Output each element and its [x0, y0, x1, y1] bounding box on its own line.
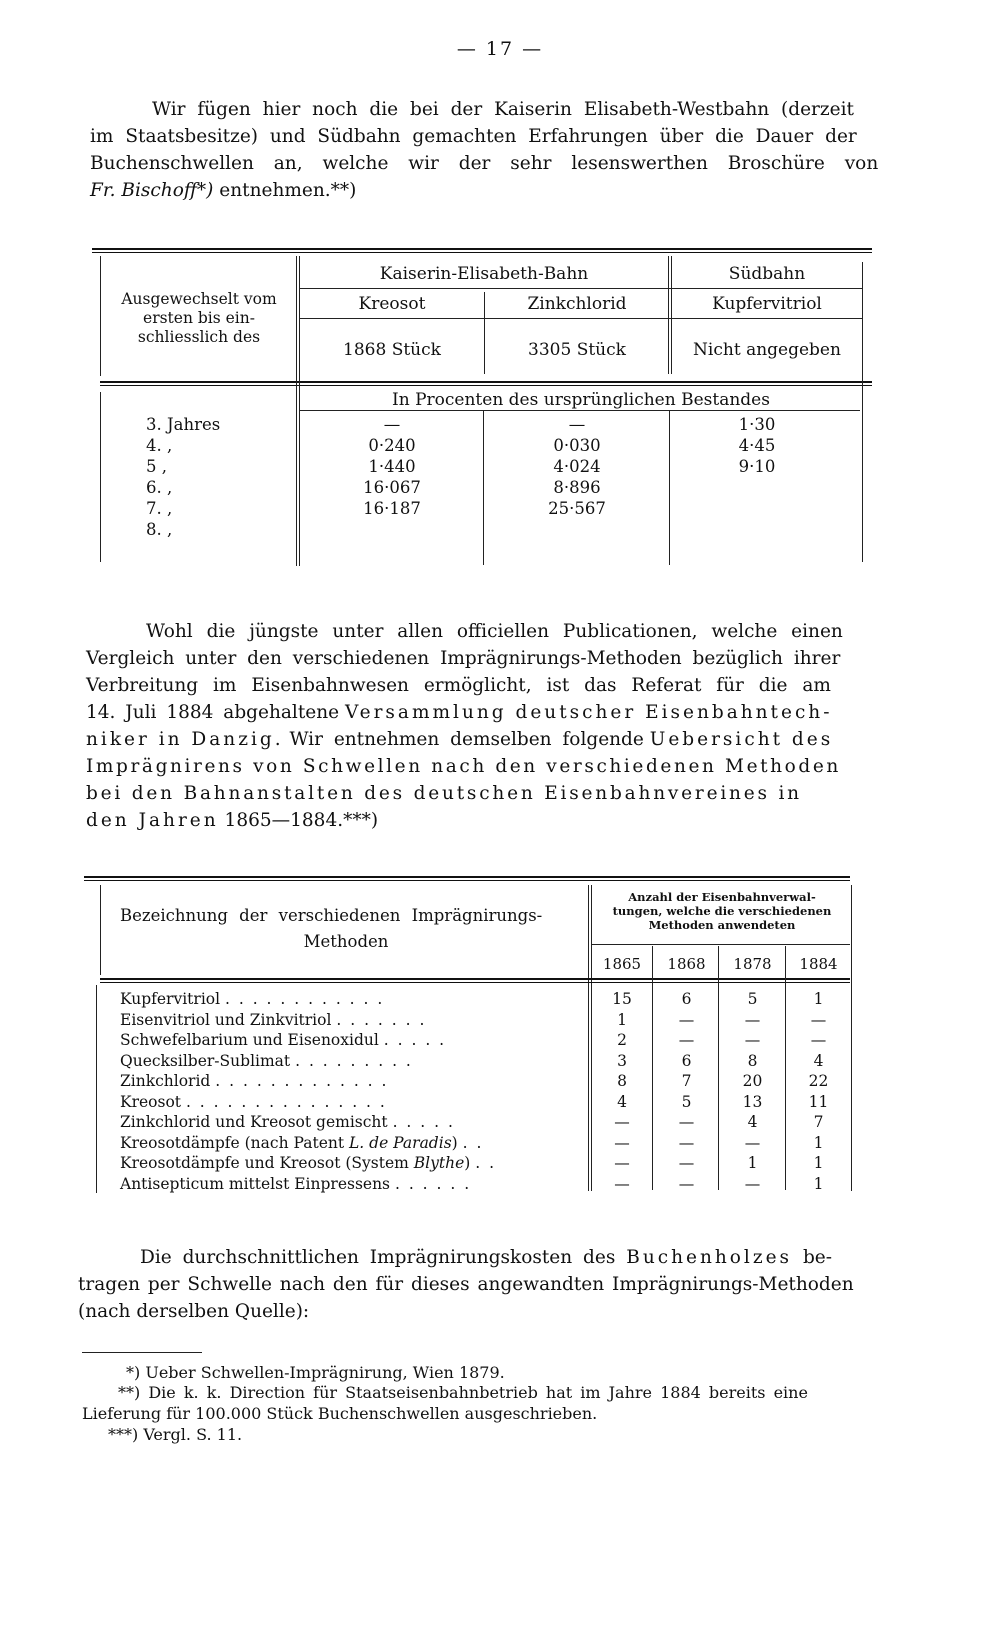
- footnote-3: [108, 1425, 242, 1444]
- table2-left-border: [100, 885, 101, 975]
- count-1865: —: [614, 1113, 630, 1131]
- count-1884: 22: [808, 1072, 829, 1090]
- method-name: Kupfervitriol: [120, 990, 221, 1008]
- count-1865: 1: [617, 1010, 627, 1029]
- table1-right-border: [862, 262, 863, 562]
- count-1868: —: [678, 1133, 695, 1152]
- para2-line-8a: den Jahren: [86, 810, 219, 831]
- para2-line-6: Imprägnirens von Schwellen nach den verschiedenen Methoden: [86, 756, 841, 777]
- paragraph-3: [78, 1244, 862, 1325]
- count-1884: 1: [813, 990, 824, 1008]
- year-label: 4. ,: [146, 436, 173, 455]
- table2-top-rule: [84, 876, 850, 881]
- count-1884: —: [810, 1010, 827, 1029]
- count-1884: 4: [813, 1051, 824, 1070]
- col-kupfervitriol: Kupfervitriol: [712, 294, 822, 314]
- count-1878: —: [744, 1133, 761, 1152]
- para2-line-1: Wohl die jüngste unter allen officiellen Publicationen, welche einen: [146, 621, 843, 642]
- footnote-rule: [82, 1352, 202, 1353]
- footnote-text: Ueber Schwellen-Imprägnirung, Wien 1879.: [145, 1363, 505, 1382]
- table2-header-left-line-2: Methoden: [303, 932, 389, 951]
- method-name: Schwefelbarium und Eisenoxidul: [120, 1031, 379, 1049]
- intro-line-4-rest: entnehmen.**): [219, 180, 357, 201]
- method-name-italic: Blythe: [413, 1154, 465, 1172]
- count-1878: 4: [747, 1113, 758, 1131]
- method-name: Eisenvitriol und Zinkvitriol: [120, 1010, 332, 1029]
- count-1878: 8: [747, 1051, 758, 1070]
- footnote-1: [126, 1363, 505, 1382]
- year-1868: 1868: [667, 955, 706, 973]
- method-name: Kreosot: [120, 1092, 182, 1111]
- leader-dots: . . . . .: [392, 1113, 455, 1131]
- table1-row-header: [104, 290, 294, 347]
- leader-dots: . . . . . . . . .: [295, 1051, 413, 1070]
- intro-line-4: [90, 177, 882, 204]
- table2-year-divider-1: [652, 946, 653, 1190]
- count-1868: 5: [681, 1092, 692, 1111]
- count-1878: 1: [747, 1154, 758, 1172]
- value-kreosot: 16·067: [363, 478, 421, 497]
- count-kupfervitriol: Nicht angegeben: [693, 340, 841, 360]
- value-kreosot: 1·440: [368, 457, 416, 476]
- count-1884: 11: [808, 1092, 829, 1111]
- row-header-line-3: schliesslich des: [137, 328, 261, 346]
- table1-divider-3b: [669, 410, 670, 565]
- count-1868: 7: [681, 1072, 692, 1090]
- table2-header-rule: [100, 978, 850, 983]
- table2-header-left-line-1: Bezeichnung der verschiedenen Imprägnirungs-: [120, 906, 543, 925]
- table1-left-border-2: [100, 392, 101, 562]
- method-label: [120, 1154, 496, 1172]
- count-1878: 13: [742, 1092, 763, 1111]
- author-name: Fr. Bischoff*): [90, 180, 214, 201]
- value-zinkchlorid: 4·024: [553, 457, 601, 476]
- method-label: [120, 1134, 483, 1152]
- value-zinkchlorid: 0·030: [553, 436, 601, 455]
- para3-line-1: [78, 1244, 862, 1271]
- leader-dots: . . . . . . . . . . . . .: [215, 1072, 389, 1090]
- table2-year-rule: [592, 944, 850, 945]
- paragraph-2: [86, 618, 870, 834]
- table1-group-rule: [300, 288, 862, 289]
- intro-line-3: Buchenschwellen an, welche wir der sehr lesenswerthen Broschüre von: [90, 153, 879, 174]
- col-zinkchlorid: Zinkchlorid: [527, 294, 627, 314]
- para2-line-5b: Wir entnehmen demselben folgende: [289, 729, 644, 750]
- table2-year-divider-3: [785, 946, 786, 1190]
- leader-dots: . . . . . . . . . . . . . . .: [185, 1092, 387, 1111]
- table2-header-right: [594, 890, 850, 932]
- para2-line-5a: niker in Danzig.: [86, 729, 284, 750]
- method-label: [120, 990, 384, 1008]
- para3-line-1c: be-: [802, 1247, 832, 1268]
- method-label: [120, 1031, 446, 1049]
- intro-line-2: im Staatsbesitze) und Südbahn gemachten Erfahrungen über die Dauer der: [90, 126, 857, 147]
- count-1865: 8: [617, 1072, 627, 1090]
- year-1878: 1878: [733, 955, 772, 973]
- value-kreosot: 0·240: [368, 436, 416, 455]
- year-label: 6. ,: [146, 478, 173, 497]
- page-number: — 17 —: [456, 38, 544, 60]
- count-kreosot: 1868 Stück: [343, 340, 441, 360]
- method-name: Kreosotdämpfe (nach Patent: [120, 1133, 345, 1152]
- para2-line-4b: Versammlung deutscher Eisenbahntech-: [344, 702, 833, 723]
- count-1884: 1: [813, 1154, 824, 1172]
- value-kupfervitriol: 4·45: [738, 436, 776, 455]
- count-1878: —: [744, 1010, 761, 1029]
- footnote-mark: ***): [108, 1425, 139, 1444]
- method-name: Antisepticum mittelst Einpressens: [120, 1174, 391, 1193]
- para2-line-3: Verbreitung im Eisenbahnwesen ermöglicht, ist das Referat für die am: [86, 675, 831, 696]
- year-label: 5 ,: [146, 457, 167, 476]
- method-label: [120, 1175, 471, 1193]
- para3-line-1a: Die durchschnittlichen Imprägnirungskosten des: [140, 1247, 616, 1268]
- row-header-line-1: Ausgewechselt vom: [121, 290, 277, 308]
- leader-dots: . . . . . . . . . . . .: [225, 990, 385, 1008]
- para2-line-7: bei den Bahnanstalten des deutschen Eisenbahnvereines in: [86, 783, 802, 804]
- year-1865: 1865: [602, 955, 642, 973]
- method-label: [120, 1072, 388, 1090]
- table2-year-divider-2: [718, 946, 719, 1190]
- para3-line-1b: Buchenholzes: [626, 1247, 793, 1268]
- count-1868: —: [678, 1031, 695, 1049]
- table1-subheader: In Procenten des ursprünglichen Bestandes: [392, 390, 770, 410]
- year-label: 3. Jahres: [146, 415, 221, 434]
- group-kaiserin-elisabeth: Kaiserin-Elisabeth-Bahn: [379, 264, 589, 284]
- count-1868: 6: [681, 990, 692, 1008]
- count-1868: —: [678, 1113, 695, 1131]
- method-name-italic: L. de Paradis: [349, 1133, 452, 1152]
- value-zinkchlorid: 8·896: [553, 478, 601, 497]
- table1-left-border: [100, 256, 101, 376]
- col-kreosot: Kreosot: [358, 294, 426, 314]
- table1-top-rule: [92, 248, 872, 253]
- method-label: [120, 1093, 387, 1111]
- para3-line-3: (nach derselben Quelle):: [78, 1301, 310, 1322]
- header-right-line-3: Methoden anwendeten: [648, 918, 796, 932]
- count-1884: 7: [813, 1113, 824, 1131]
- value-kupfervitriol: 9·10: [738, 457, 776, 476]
- method-name: Quecksilber-Sublimat: [120, 1051, 291, 1070]
- count-1868: 6: [681, 1051, 692, 1070]
- para2-line-5c: Uebersicht des: [649, 729, 834, 750]
- value-zinkchlorid: 25·567: [548, 499, 606, 518]
- header-right-line-1: Anzahl der Eisenbahnverwal-: [628, 890, 816, 904]
- count-1884: —: [810, 1031, 827, 1049]
- para2-line-4: [86, 699, 870, 726]
- footnote-2: [118, 1383, 808, 1402]
- leader-dots: . . . . . .: [394, 1174, 472, 1193]
- leader-dots: . .: [475, 1154, 497, 1172]
- table1-col-rule: [300, 318, 862, 319]
- table1-header-rule: [100, 381, 872, 386]
- count-1878: 5: [747, 990, 758, 1008]
- table2-right-border: [851, 885, 852, 1191]
- count-1865: —: [614, 1154, 630, 1172]
- count-1878: —: [744, 1174, 761, 1193]
- year-1884: 1884: [799, 955, 838, 973]
- year-label: 8. ,: [146, 520, 173, 539]
- footnote-mark: **): [118, 1383, 141, 1402]
- footnote-text: Lieferung für 100.000 Stück Buchenschwellen ausgeschrieben.: [82, 1404, 598, 1423]
- method-label: [120, 1011, 426, 1029]
- method-label: [120, 1052, 413, 1070]
- value-kreosot: 16·187: [363, 499, 421, 518]
- table1-divider-2: [484, 292, 485, 374]
- method-name-suffix: ): [464, 1154, 471, 1172]
- count-1884: 1: [813, 1174, 824, 1193]
- header-right-line-2: tungen, welche die verschiedenen: [612, 904, 832, 918]
- intro-line-1: Wir fügen hier noch die bei der Kaiserin Elisabeth-Westbahn (derzeit: [152, 99, 854, 120]
- count-1868: —: [678, 1010, 695, 1029]
- para2-line-8: [86, 807, 870, 834]
- count-1865: 4: [617, 1092, 627, 1111]
- row-header-line-2: ersten bis ein-: [143, 309, 255, 327]
- group-suedbahn: Südbahn: [728, 264, 806, 284]
- leader-dots: . . . . .: [383, 1031, 447, 1049]
- count-1868: —: [678, 1174, 695, 1193]
- method-name-suffix: ): [451, 1133, 458, 1152]
- count-1878: —: [744, 1031, 761, 1049]
- value-kreosot: —: [383, 415, 401, 434]
- footnote-2-cont: [82, 1404, 597, 1423]
- para3-line-2: tragen per Schwelle nach den für dieses angewandten Imprägnirungs-Methoden: [78, 1274, 854, 1295]
- para2-line-2: Vergleich unter den verschiedenen Imprägnirungs-Methoden bezüglich ihrer: [86, 648, 841, 669]
- count-1868: —: [678, 1154, 695, 1172]
- value-zinkchlorid: —: [568, 415, 586, 434]
- value-kupfervitriol: 1·30: [738, 415, 776, 434]
- count-1865: 3: [617, 1051, 627, 1070]
- count-1865: —: [614, 1133, 630, 1152]
- method-name: Zinkchlorid und Kreosot gemischt: [120, 1113, 388, 1131]
- year-label: 7. ,: [146, 499, 173, 518]
- count-1884: 1: [813, 1133, 824, 1152]
- footnote-mark: *): [126, 1363, 141, 1382]
- footnote-text: Vergl. S. 11.: [143, 1425, 243, 1444]
- count-zinkchlorid: 3305 Stück: [528, 340, 626, 360]
- table1-subheader-rule: [300, 410, 860, 411]
- method-label: [120, 1113, 455, 1131]
- para2-line-8b: 1865—1884.***): [224, 810, 379, 831]
- leader-dots: . . . . . . .: [336, 1010, 427, 1029]
- leader-dots: . .: [462, 1133, 484, 1152]
- count-1865: 15: [612, 990, 632, 1008]
- method-name: Zinkchlorid: [120, 1072, 211, 1090]
- footnote-text: Die k. k. Direction für Staatseisenbahnbetrieb hat im Jahre 1884 bereits eine: [148, 1383, 808, 1402]
- count-1878: 20: [742, 1072, 763, 1090]
- count-1865: —: [614, 1174, 630, 1193]
- intro-paragraph: [90, 96, 882, 204]
- count-1865: 2: [617, 1031, 627, 1049]
- para2-line-5: [86, 726, 870, 753]
- table2-left-border-2: [96, 985, 97, 1193]
- para2-line-4a: 14. Juli 1884 abgehaltene: [86, 702, 340, 723]
- method-name: Kreosotdämpfe und Kreosot (System: [120, 1154, 409, 1172]
